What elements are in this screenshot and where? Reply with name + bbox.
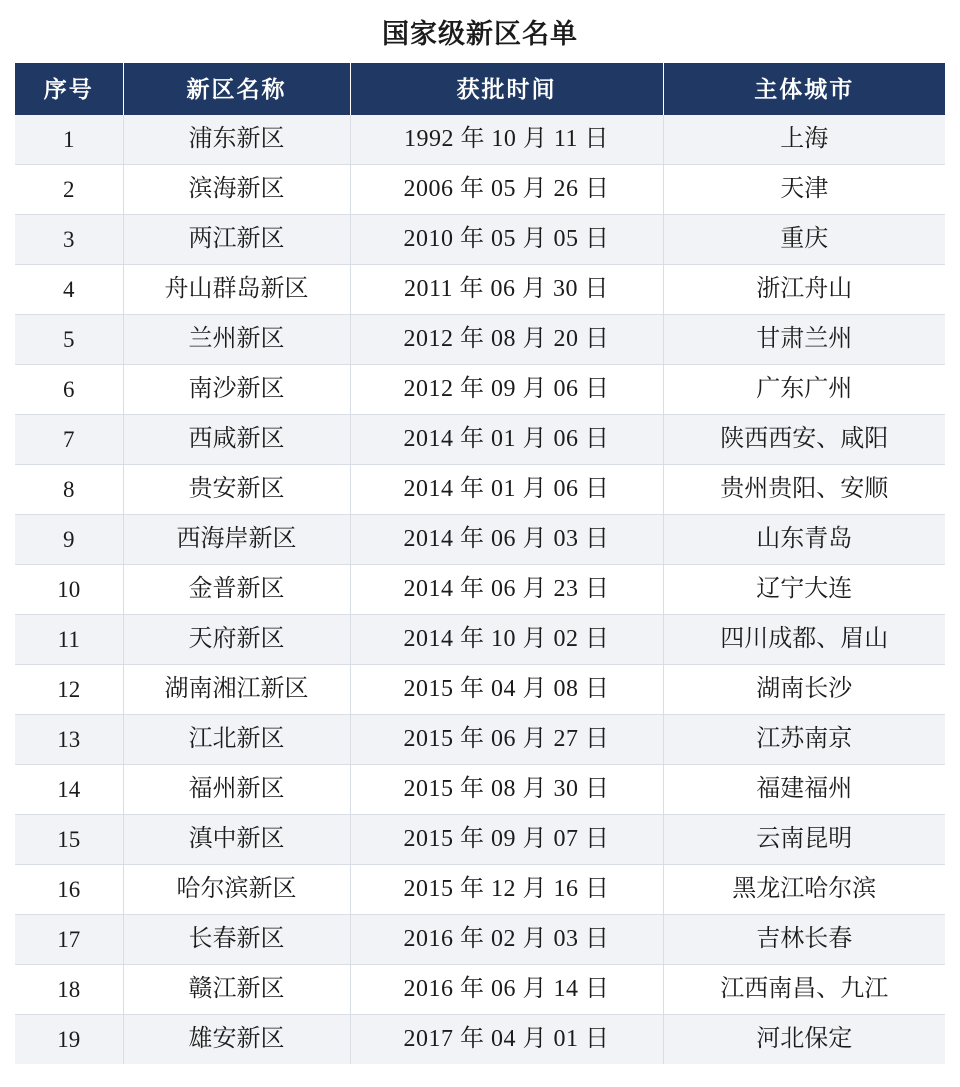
cell-approval-date: 2006 年 05 月 26 日	[350, 165, 663, 215]
cell-area-name: 舟山群岛新区	[123, 265, 350, 315]
cell-index: 18	[15, 965, 123, 1015]
cell-approval-date: 2010 年 05 月 05 日	[350, 215, 663, 265]
cell-index: 16	[15, 865, 123, 915]
table-row	[15, 665, 945, 715]
cell-index: 9	[15, 515, 123, 565]
cell-area-name: 滨海新区	[123, 165, 350, 215]
cell-approval-date: 2017 年 04 月 01 日	[350, 1015, 663, 1065]
table-row	[15, 415, 945, 465]
cell-area-name: 湖南湘江新区	[123, 665, 350, 715]
cell-host-city: 上海	[663, 115, 945, 165]
cell-approval-date: 2012 年 08 月 20 日	[350, 315, 663, 365]
cell-host-city: 江西南昌、九江	[663, 965, 945, 1015]
cell-index: 12	[15, 665, 123, 715]
cell-approval-date: 2015 年 04 月 08 日	[350, 665, 663, 715]
cell-approval-date: 2014 年 06 月 03 日	[350, 515, 663, 565]
cell-area-name: 两江新区	[123, 215, 350, 265]
cell-index: 2	[15, 165, 123, 215]
cell-approval-date: 2016 年 06 月 14 日	[350, 965, 663, 1015]
table-row	[15, 365, 945, 415]
cell-index: 1	[15, 115, 123, 165]
cell-approval-date: 2014 年 06 月 23 日	[350, 565, 663, 615]
cell-host-city: 天津	[663, 165, 945, 215]
cell-host-city: 重庆	[663, 215, 945, 265]
cell-area-name: 浦东新区	[123, 115, 350, 165]
cell-approval-date: 2014 年 01 月 06 日	[350, 415, 663, 465]
table-row	[15, 265, 945, 315]
cell-approval-date: 2012 年 09 月 06 日	[350, 365, 663, 415]
cell-area-name: 天府新区	[123, 615, 350, 665]
cell-index: 17	[15, 915, 123, 965]
cell-approval-date: 2015 年 08 月 30 日	[350, 765, 663, 815]
table-row	[15, 865, 945, 915]
table-header-row	[15, 63, 945, 115]
cell-host-city: 浙江舟山	[663, 265, 945, 315]
page-title: 国家级新区名单	[382, 19, 578, 49]
cell-approval-date: 2014 年 10 月 02 日	[350, 615, 663, 665]
table-row	[15, 965, 945, 1015]
table-row	[15, 215, 945, 265]
cell-index: 5	[15, 315, 123, 365]
cell-host-city: 湖南长沙	[663, 665, 945, 715]
table-row	[15, 915, 945, 965]
cell-area-name: 贵安新区	[123, 465, 350, 515]
cell-area-name: 长春新区	[123, 915, 350, 965]
cell-index: 13	[15, 715, 123, 765]
cell-index: 8	[15, 465, 123, 515]
cell-host-city: 黑龙江哈尔滨	[663, 865, 945, 915]
cell-host-city: 山东青岛	[663, 515, 945, 565]
cell-area-name: 兰州新区	[123, 315, 350, 365]
cell-area-name: 金普新区	[123, 565, 350, 615]
cell-host-city: 四川成都、眉山	[663, 615, 945, 665]
cell-index: 10	[15, 565, 123, 615]
column-header-area-name: 新区名称	[123, 63, 350, 115]
table-row	[15, 565, 945, 615]
cell-area-name: 南沙新区	[123, 365, 350, 415]
cell-host-city: 江苏南京	[663, 715, 945, 765]
cell-host-city: 广东广州	[663, 365, 945, 415]
cell-host-city: 云南昆明	[663, 815, 945, 865]
cell-host-city: 福建福州	[663, 765, 945, 815]
cell-host-city: 贵州贵阳、安顺	[663, 465, 945, 515]
cell-index: 3	[15, 215, 123, 265]
national-new-areas-table	[15, 63, 945, 1064]
table-row	[15, 615, 945, 665]
table-row	[15, 165, 945, 215]
cell-host-city: 辽宁大连	[663, 565, 945, 615]
cell-area-name: 西海岸新区	[123, 515, 350, 565]
cell-area-name: 福州新区	[123, 765, 350, 815]
cell-approval-date: 2016 年 02 月 03 日	[350, 915, 663, 965]
column-header-host-city: 主体城市	[663, 63, 945, 115]
cell-index: 14	[15, 765, 123, 815]
cell-index: 7	[15, 415, 123, 465]
table-row	[15, 715, 945, 765]
cell-index: 15	[15, 815, 123, 865]
column-header-approval-date: 获批时间	[350, 63, 663, 115]
cell-index: 19	[15, 1015, 123, 1065]
cell-area-name: 哈尔滨新区	[123, 865, 350, 915]
cell-index: 6	[15, 365, 123, 415]
cell-area-name: 西咸新区	[123, 415, 350, 465]
cell-approval-date: 2015 年 12 月 16 日	[350, 865, 663, 915]
table-row	[15, 315, 945, 365]
table-row	[15, 115, 945, 165]
column-header-index: 序号	[15, 63, 123, 115]
table-row	[15, 465, 945, 515]
cell-approval-date: 1992 年 10 月 11 日	[350, 115, 663, 165]
cell-approval-date: 2015 年 09 月 07 日	[350, 815, 663, 865]
table-row	[15, 765, 945, 815]
table-row	[15, 815, 945, 865]
cell-approval-date: 2014 年 01 月 06 日	[350, 465, 663, 515]
table-body	[15, 115, 945, 1064]
cell-approval-date: 2011 年 06 月 30 日	[350, 265, 663, 315]
table-header	[15, 63, 945, 115]
table-row	[15, 1015, 945, 1065]
cell-host-city: 河北保定	[663, 1015, 945, 1065]
cell-area-name: 赣江新区	[123, 965, 350, 1015]
cell-index: 4	[15, 265, 123, 315]
cell-host-city: 甘肃兰州	[663, 315, 945, 365]
cell-host-city: 陕西西安、咸阳	[663, 415, 945, 465]
cell-host-city: 吉林长春	[663, 915, 945, 965]
table-row	[15, 515, 945, 565]
cell-area-name: 滇中新区	[123, 815, 350, 865]
cell-approval-date: 2015 年 06 月 27 日	[350, 715, 663, 765]
cell-area-name: 雄安新区	[123, 1015, 350, 1065]
cell-index: 11	[15, 615, 123, 665]
cell-area-name: 江北新区	[123, 715, 350, 765]
